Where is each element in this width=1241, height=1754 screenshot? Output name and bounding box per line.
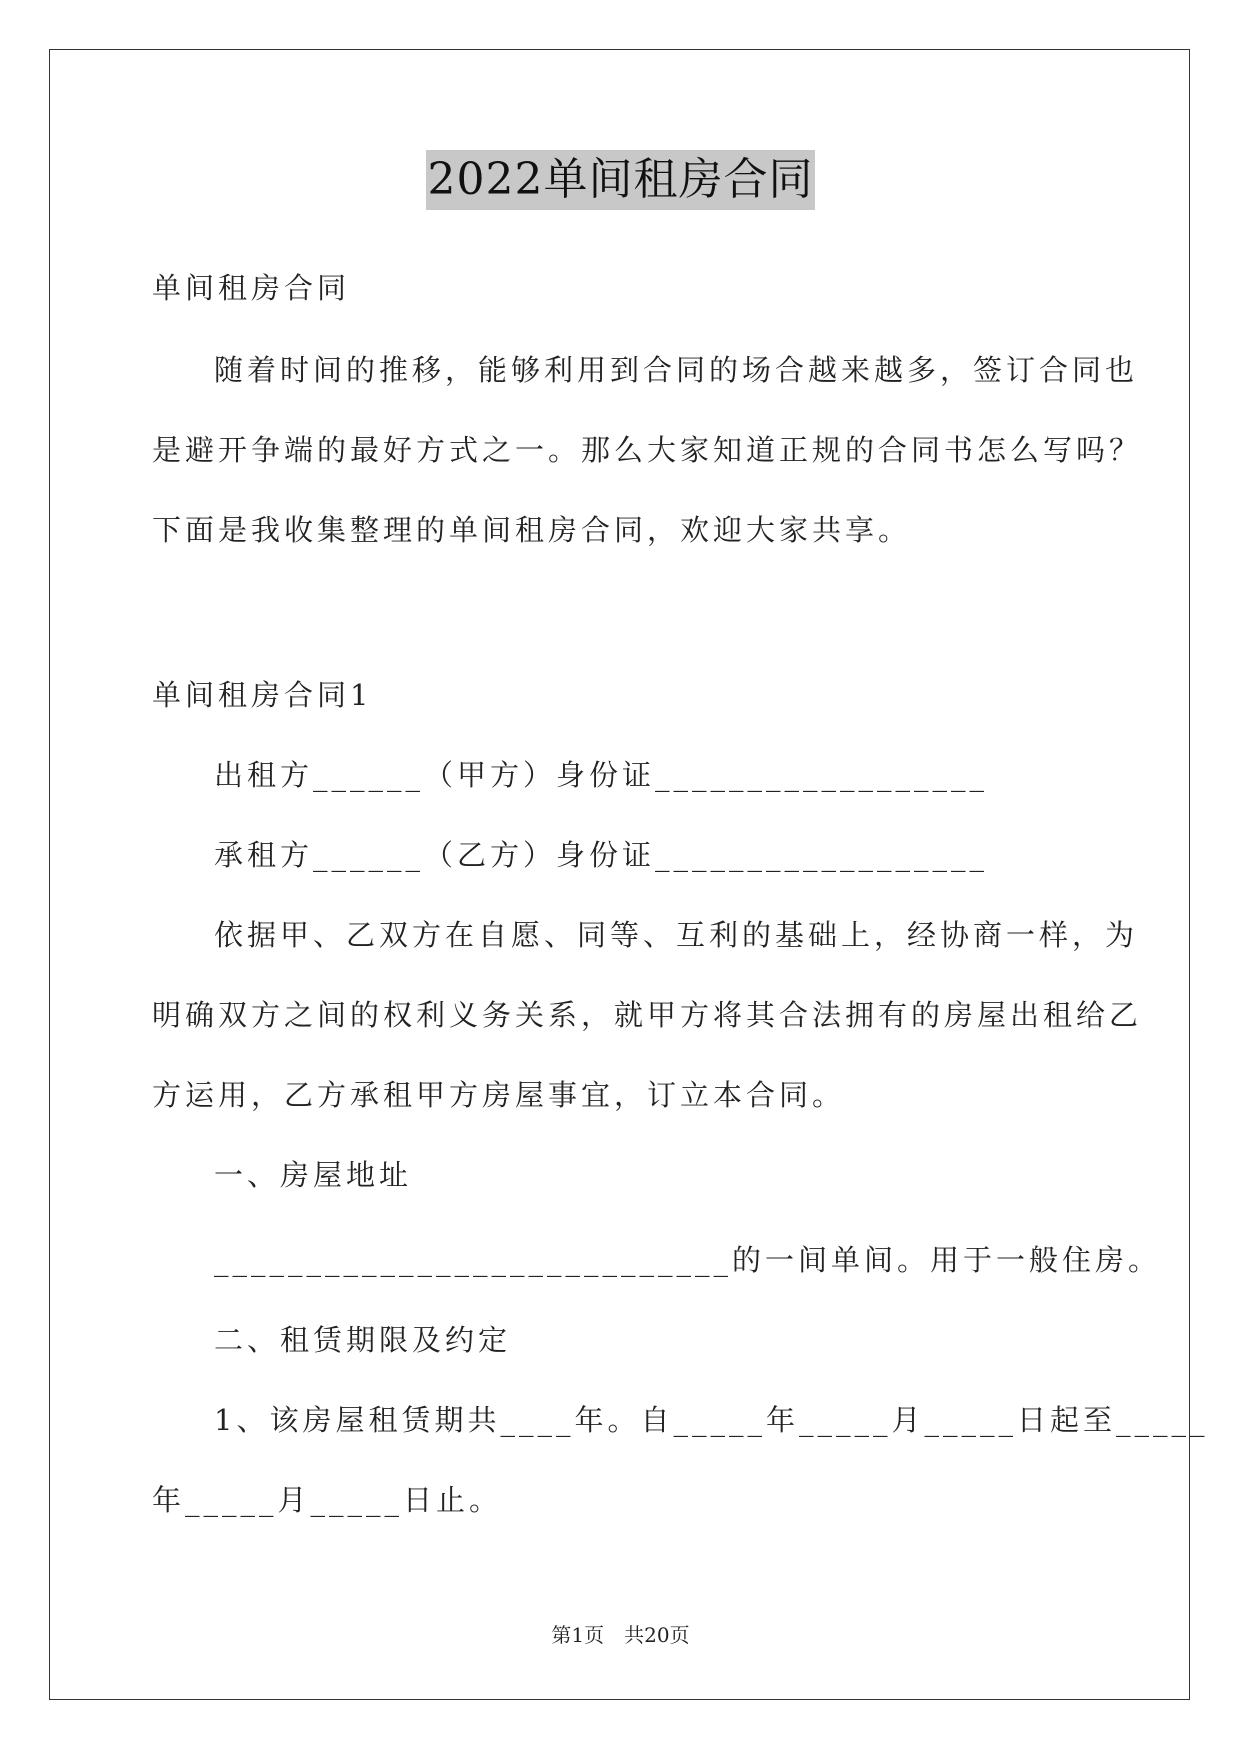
page-footer: 第1页 共20页 [551, 1623, 690, 1647]
section-heading-contract-1: 单间租房合同1 [152, 678, 373, 712]
term-line-end: 年_____月_____日止。 [152, 1483, 503, 1517]
paragraph-line: 明确双方之间的权利义务关系，就甲方将其合法拥有的房屋出租给乙 [152, 998, 1143, 1032]
address-line: ____________________________的一间单间。用于一般住房。 [214, 1243, 1162, 1277]
clause-heading-address: 一、房屋地址 [214, 1158, 413, 1192]
paragraph-line: 下面是我收集整理的单间租房合同，欢迎大家共享。 [152, 513, 912, 547]
clause-heading-term: 二、租赁期限及约定 [214, 1323, 512, 1357]
document-title: 2022单间租房合同 [426, 150, 816, 210]
lessor-line: 出租方______（甲方）身份证__________________ [214, 758, 989, 792]
paragraph-line: 是避开争端的最好方式之一。那么大家知道正规的合同书怎么写吗？ [152, 433, 1143, 467]
section-heading-intro: 单间租房合同 [152, 271, 351, 305]
lessee-line: 承租方______（乙方）身份证__________________ [214, 838, 989, 872]
paragraph-line: 依据甲、乙双方在自愿、同等、互利的基础上，经协商一样，为 [214, 918, 1139, 952]
paragraph-line: 随着时间的推移，能够利用到合同的场合越来越多，签订合同也 [214, 353, 1139, 387]
paragraph-line: 方运用，乙方承租甲方房屋事宜，订立本合同。 [152, 1078, 846, 1112]
title-container [0, 150, 1241, 210]
term-line: 1、该房屋租赁期共____年。自_____年_____月_____日起至_____ [214, 1403, 1209, 1437]
